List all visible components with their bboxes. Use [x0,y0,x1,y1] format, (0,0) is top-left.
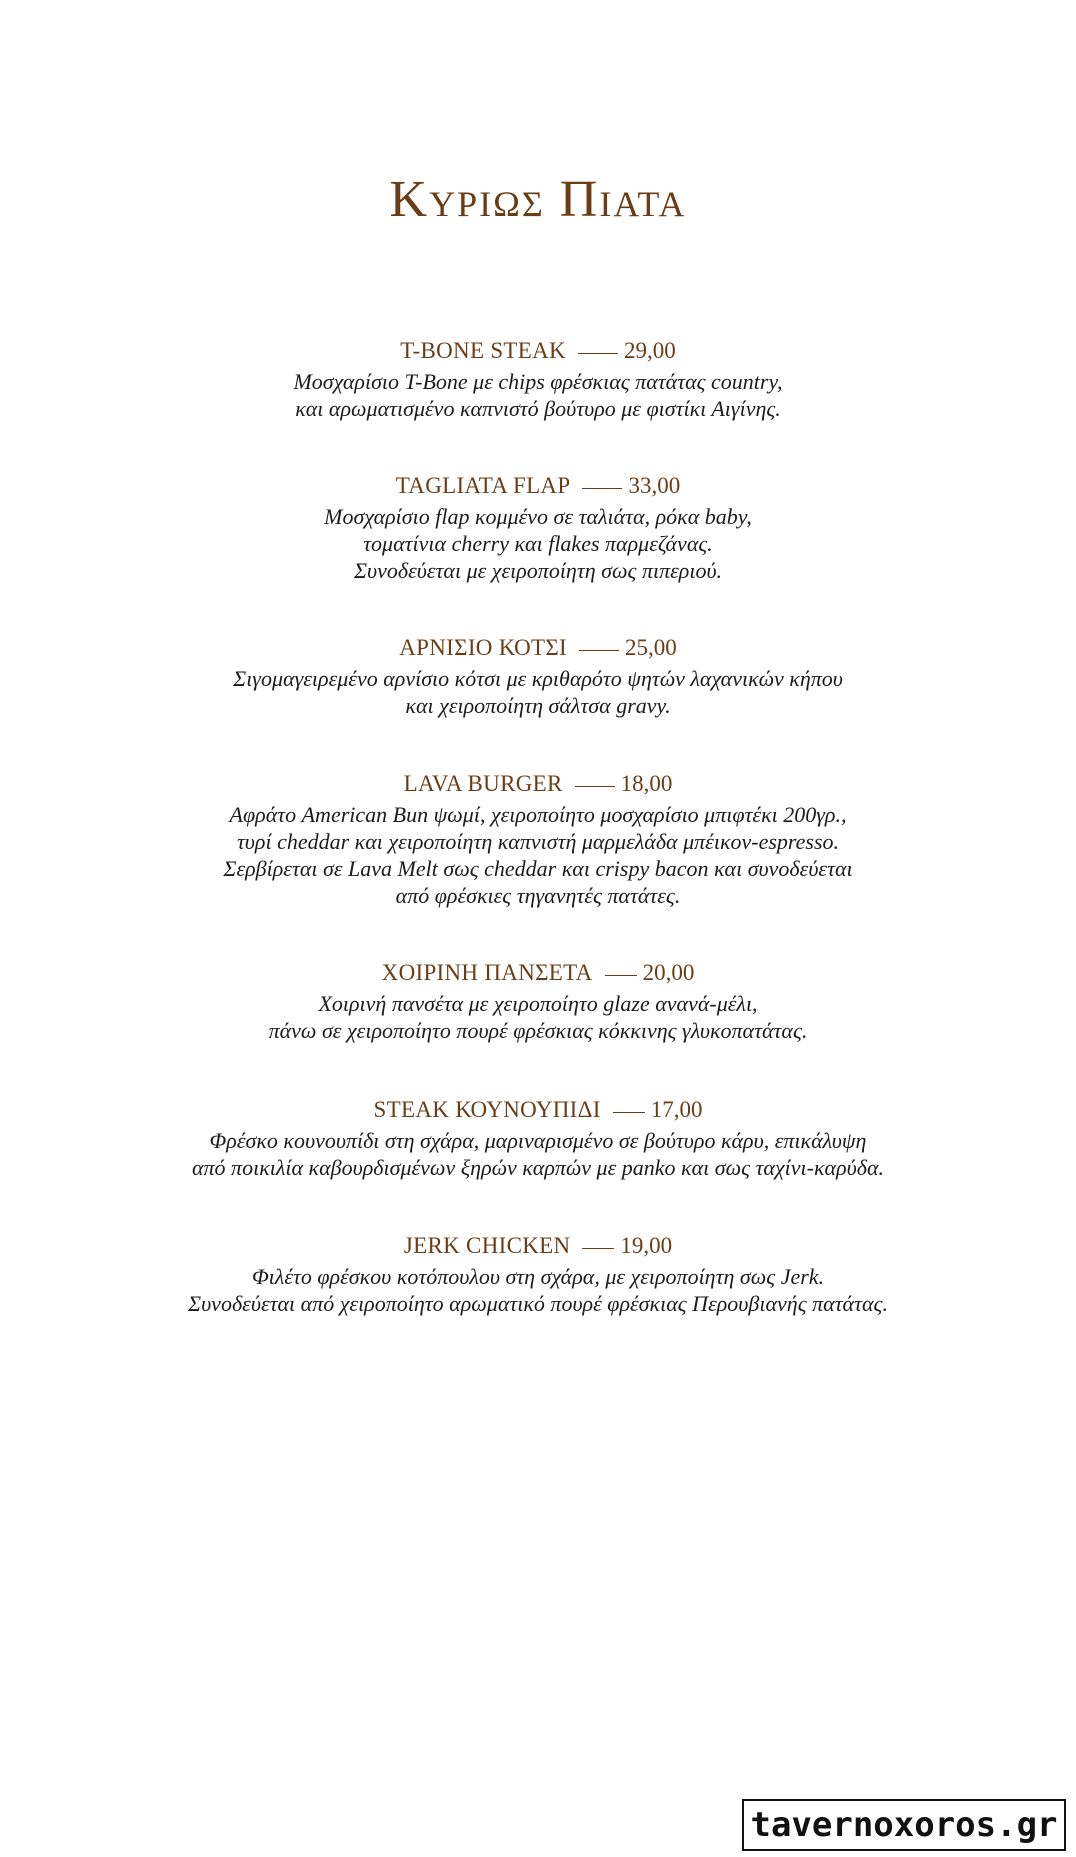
item-header [0,1095,1076,1125]
menu-item-arnisio-kotsi [0,633,1076,719]
item-price: 19,00 [620,1233,673,1258]
item-price: 29,00 [623,338,676,363]
price-separator [582,488,622,489]
description-line: και αρωματισμένο καπνιστό βούτυρο με φιστίκι Αιγίνης. [295,396,781,421]
description-line: Συνοδεύεται από χειροποίητο αρωματικό πουρέ φρέσκιας Περουβιανής πατάτας. [188,1291,888,1316]
item-header [0,471,1076,501]
description-line: Σιγομαγειρεμένο αρνίσιο κότσι με κριθαρότο ψητών λαχανικών κήπου [233,666,843,691]
menu-item-xoirini-panseta [0,958,1076,1044]
menu-item-jerk-chicken [0,1231,1076,1317]
item-header [0,958,1076,988]
menu-item-t-bone-steak [0,336,1076,422]
item-description [0,503,1076,584]
item-description [0,990,1076,1044]
price-separator [575,786,615,787]
item-price: 33,00 [628,473,681,498]
description-line: Σερβίρεται σε Lava Melt σως cheddar και crispy bacon και συνοδεύεται [223,856,853,881]
item-name: JERK CHICKEN [403,1233,571,1258]
item-name: TAGLIATA FLAP [395,473,571,498]
item-header [0,1231,1076,1261]
description-line: Μοσχαρίσιο flap κομμένο σε ταλιάτα, ρόκα baby, [324,504,752,529]
description-line: Χοιρινή πανσέτα με χειροποίητο glaze ανανά-μέλι, [318,991,758,1016]
price-separator [605,975,637,976]
item-header [0,336,1076,366]
item-name: ΧΟΙΡΙΝΗ ΠΑΝΣΕΤΑ [381,960,593,985]
description-line: τυρί cheddar και χειροποίητη καπνιστή μαρμελάδα μπέικον-espresso. [236,829,840,854]
item-description [0,665,1076,719]
price-separator [578,353,618,354]
description-line: Μοσχαρίσιο T-Bone με chips φρέσκιας πατάτας country, [293,369,783,394]
item-description [0,1263,1076,1317]
item-price: 18,00 [620,771,673,796]
description-line: Φιλέτο φρέσκου κοτόπουλου στη σχάρα, με χειροποίητη σως Jerk. [251,1264,825,1289]
menu-title: Κυριωσ Πιατα [389,171,687,228]
description-line: Αφράτο American Bun ψωμί, χειροποίητο μοσχαρίσιο μπιφτέκι 200γρ., [229,802,847,827]
description-line: Συνοδεύεται με χειροποίητη σως πιπεριού. [353,558,723,583]
menu-item-lava-burger [0,769,1076,909]
price-separator [613,1112,645,1113]
item-price: 20,00 [642,960,695,985]
price-separator [579,650,619,651]
item-description [0,1127,1076,1181]
description-line: πάνω σε χειροποίητο πουρέ φρέσκιας κόκκινης γλυκοπατάτας. [268,1018,808,1043]
description-line: τοματίνια cherry και flakes παρμεζάνας. [363,531,713,556]
menu-item-steak-kounoupidi [0,1095,1076,1181]
item-name: LAVA BURGER [403,771,563,796]
item-header [0,633,1076,663]
item-price: 17,00 [650,1097,703,1122]
watermark-label: tavernoxoros.gr [742,1799,1066,1851]
item-name: STEAK ΚΟΥΝΟΥΠΙΔΙ [373,1097,601,1122]
description-line: από φρέσκιες τηγανητές πατάτες. [395,883,681,908]
description-line: και χειροποίητη σάλτσα gravy. [405,693,671,718]
item-name: ΑΡΝΙΣΙΟ ΚΟΤΣΙ [399,635,567,660]
description-line: Φρέσκο κουνουπίδι στη σχάρα, μαριναρισμένο σε βούτυρο κάρυ, επικάλυψη [209,1128,867,1153]
item-description [0,801,1076,909]
item-name: T-BONE STEAK [400,338,566,363]
item-price: 25,00 [624,635,677,660]
price-separator [582,1248,614,1249]
item-description [0,368,1076,422]
item-header [0,769,1076,799]
description-line: από ποικιλία καβουρδισμένων ξηρών καρπών με panko και σως ταχίνι-καρύδα. [191,1155,885,1180]
menu-item-tagliata-flap [0,471,1076,584]
